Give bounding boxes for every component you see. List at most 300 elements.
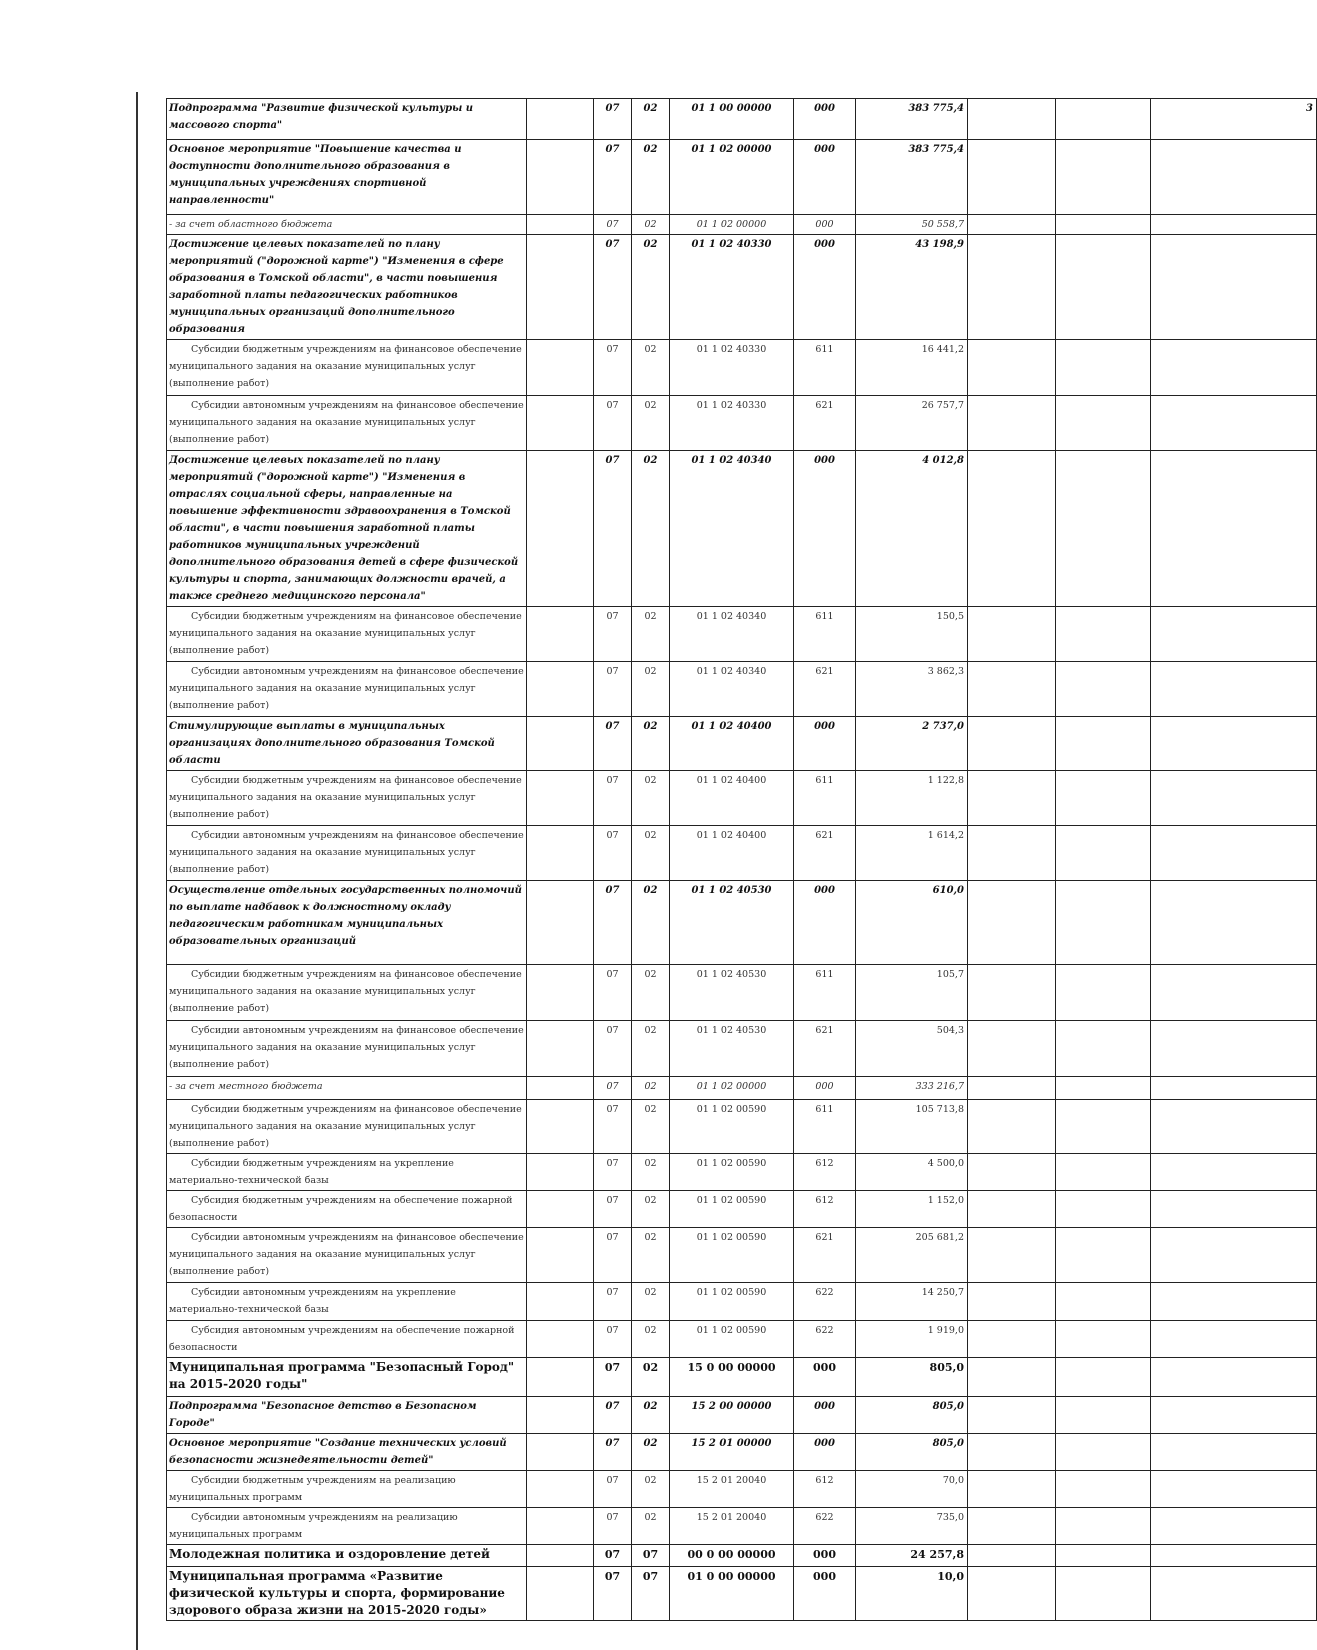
empty-cell (527, 1508, 594, 1545)
table-row (167, 1508, 1317, 1545)
row-amount: 504,3 (856, 1021, 968, 1077)
row-section: 07 (594, 881, 632, 965)
row-section: 07 (594, 1545, 632, 1567)
row-extra-2 (1056, 99, 1151, 140)
row-expense-type: 621 (794, 662, 856, 717)
row-amount: 610,0 (856, 881, 968, 965)
row-amount: 3 862,3 (856, 662, 968, 717)
row-section: 07 (594, 140, 632, 215)
row-subsection: 02 (632, 396, 670, 451)
row-extra-3 (1151, 771, 1317, 826)
empty-cell (527, 1100, 594, 1154)
row-subsection: 02 (632, 235, 670, 340)
table-row (167, 99, 1317, 140)
row-extra-1 (968, 235, 1056, 340)
row-extra-3 (1151, 717, 1317, 771)
row-section: 07 (594, 1077, 632, 1100)
row-expense-type: 622 (794, 1508, 856, 1545)
row-section: 07 (594, 1508, 632, 1545)
row-target-article: 01 1 02 40340 (670, 451, 794, 607)
row-expense-type: 000 (794, 140, 856, 215)
table-row (167, 1283, 1317, 1321)
row-amount: 43 198,9 (856, 235, 968, 340)
row-expense-type: 000 (794, 1397, 856, 1434)
table-row (167, 340, 1317, 396)
row-section: 07 (594, 1021, 632, 1077)
row-extra-3 (1151, 451, 1317, 607)
row-expense-type: 622 (794, 1321, 856, 1358)
row-subsection: 02 (632, 99, 670, 140)
row-target-article: 01 1 02 00000 (670, 1077, 794, 1100)
row-amount: 1 122,8 (856, 771, 968, 826)
row-expense-type: 000 (794, 451, 856, 607)
row-section: 07 (594, 451, 632, 607)
row-section: 07 (594, 1358, 632, 1397)
row-amount: 805,0 (856, 1434, 968, 1471)
row-target-article: 01 1 02 40400 (670, 826, 794, 881)
empty-cell (527, 451, 594, 607)
row-subsection: 02 (632, 1434, 670, 1471)
row-name: Основное мероприятие "Создание технических условий безопасности жизнедеятельности детей" (167, 1434, 527, 1471)
row-expense-type: 000 (794, 1358, 856, 1397)
row-extra-2 (1056, 1077, 1151, 1100)
row-target-article: 00 0 00 00000 (670, 1545, 794, 1567)
table-row (167, 235, 1317, 340)
row-expense-type: 621 (794, 826, 856, 881)
row-target-article: 01 1 02 00000 (670, 215, 794, 235)
row-name: - за счет областного бюджета (167, 215, 527, 235)
row-section: 07 (594, 826, 632, 881)
empty-cell (527, 1283, 594, 1321)
row-target-article: 01 1 02 40530 (670, 965, 794, 1021)
row-amount: 150,5 (856, 607, 968, 662)
row-name: Субсидии автономным учреждениям на укрепление материально-технической базы (167, 1283, 527, 1321)
row-subsection: 02 (632, 215, 670, 235)
row-amount: 105,7 (856, 965, 968, 1021)
row-section: 07 (594, 1397, 632, 1434)
row-name: Субсидии автономным учреждениям на финансовое обеспечение муниципального задания на оказание муниципальных услуг (выполнение работ) (167, 1228, 527, 1283)
row-target-article: 01 1 02 00590 (670, 1321, 794, 1358)
row-section: 07 (594, 1100, 632, 1154)
table-row (167, 1545, 1317, 1567)
table-row (167, 607, 1317, 662)
row-extra-1 (968, 1567, 1056, 1621)
empty-cell (527, 662, 594, 717)
table-row (167, 215, 1317, 235)
row-amount: 735,0 (856, 1508, 968, 1545)
empty-cell (527, 140, 594, 215)
row-name: Субсидия автономным учреждениям на обеспечение пожарной безопасности (167, 1321, 527, 1358)
row-extra-2 (1056, 1545, 1151, 1567)
row-subsection: 02 (632, 1228, 670, 1283)
row-section: 07 (594, 1471, 632, 1508)
row-name: Достижение целевых показателей по плану мероприятий ("дорожной карте") "Изменения в отраслях социальной сферы, направленные на повышение эффективности здравоохранения в Томской области", в части повышения заработной платы работников муниципальных учреждений дополнительного образования детей в сфере физической культуры и спорта, занимающих должности врачей, а также среднего медицинского персонала" (167, 451, 527, 607)
row-extra-2 (1056, 1154, 1151, 1191)
empty-cell (527, 1397, 594, 1434)
row-extra-3 (1151, 215, 1317, 235)
table-row (167, 826, 1317, 881)
row-expense-type: 611 (794, 965, 856, 1021)
row-extra-3 (1151, 235, 1317, 340)
row-amount: 70,0 (856, 1471, 968, 1508)
row-target-article: 01 1 02 40530 (670, 1021, 794, 1077)
row-target-article: 15 0 00 00000 (670, 1358, 794, 1397)
row-extra-3 (1151, 1321, 1317, 1358)
row-section: 07 (594, 235, 632, 340)
table-row (167, 1154, 1317, 1191)
row-target-article: 15 2 01 20040 (670, 1508, 794, 1545)
row-target-article: 15 2 01 20040 (670, 1471, 794, 1508)
row-expense-type: 611 (794, 340, 856, 396)
row-expense-type: 000 (794, 717, 856, 771)
left-margin-rule (136, 92, 138, 1650)
row-subsection: 07 (632, 1567, 670, 1621)
row-name: Подпрограмма "Развитие физической культуры и массового спорта" (167, 99, 527, 140)
row-subsection: 02 (632, 826, 670, 881)
row-extra-2 (1056, 965, 1151, 1021)
row-extra-1 (968, 965, 1056, 1021)
row-extra-1 (968, 1228, 1056, 1283)
row-name: Муниципальная программа «Развитие физической культуры и спорта, формирование здорового образа жизни на 2015-2020 годы» (167, 1567, 527, 1621)
row-amount: 1 614,2 (856, 826, 968, 881)
empty-cell (527, 717, 594, 771)
row-target-article: 01 1 02 40340 (670, 607, 794, 662)
row-extra-1 (968, 717, 1056, 771)
row-expense-type: 000 (794, 1077, 856, 1100)
row-extra-2 (1056, 607, 1151, 662)
table-row (167, 717, 1317, 771)
row-target-article: 01 1 02 40400 (670, 717, 794, 771)
empty-cell (527, 1228, 594, 1283)
row-section: 07 (594, 1567, 632, 1621)
row-name: Субсидии бюджетным учреждениям на финансовое обеспечение муниципального задания на оказание муниципальных услуг (выполнение работ) (167, 771, 527, 826)
row-amount: 333 216,7 (856, 1077, 968, 1100)
row-amount: 4 012,8 (856, 451, 968, 607)
row-extra-1 (968, 607, 1056, 662)
row-amount: 26 757,7 (856, 396, 968, 451)
row-name: Субсидии бюджетным учреждениям на финансовое обеспечение муниципального задания на оказание муниципальных услуг (выполнение работ) (167, 1100, 527, 1154)
row-extra-1 (968, 215, 1056, 235)
table-row (167, 1228, 1317, 1283)
row-section: 07 (594, 607, 632, 662)
row-extra-2 (1056, 396, 1151, 451)
row-extra-3 (1151, 1358, 1317, 1397)
empty-cell (527, 607, 594, 662)
row-extra-3 (1151, 662, 1317, 717)
row-section: 07 (594, 662, 632, 717)
row-section: 07 (594, 1228, 632, 1283)
row-extra-1 (968, 1508, 1056, 1545)
row-extra-3 (1151, 965, 1317, 1021)
row-extra-3 (1151, 607, 1317, 662)
row-section: 07 (594, 717, 632, 771)
row-extra-3 (1151, 1191, 1317, 1228)
row-extra-3 (1151, 1397, 1317, 1434)
row-extra-3 (1151, 1228, 1317, 1283)
budget-table (166, 98, 1317, 1621)
row-extra-1 (968, 1283, 1056, 1321)
row-extra-1 (968, 662, 1056, 717)
row-extra-1 (968, 1191, 1056, 1228)
row-extra-3 (1151, 1154, 1317, 1191)
row-name: - за счет местного бюджета (167, 1077, 527, 1100)
row-amount: 805,0 (856, 1358, 968, 1397)
row-subsection: 02 (632, 881, 670, 965)
row-amount: 1 919,0 (856, 1321, 968, 1358)
row-subsection: 02 (632, 1283, 670, 1321)
row-target-article: 01 1 02 00590 (670, 1154, 794, 1191)
row-expense-type: 621 (794, 1228, 856, 1283)
empty-cell (527, 881, 594, 965)
row-target-article: 01 1 02 40340 (670, 662, 794, 717)
row-extra-2 (1056, 881, 1151, 965)
row-extra-2 (1056, 1358, 1151, 1397)
row-expense-type: 000 (794, 1545, 856, 1567)
row-section: 07 (594, 396, 632, 451)
row-extra-1 (968, 1154, 1056, 1191)
row-extra-1 (968, 1397, 1056, 1434)
table-row (167, 1077, 1317, 1100)
table-row (167, 1471, 1317, 1508)
row-subsection: 02 (632, 1471, 670, 1508)
row-section: 07 (594, 215, 632, 235)
empty-cell (527, 1567, 594, 1621)
table-row (167, 965, 1317, 1021)
row-amount: 14 250,7 (856, 1283, 968, 1321)
table-row (167, 1397, 1317, 1434)
row-subsection: 07 (632, 1545, 670, 1567)
row-extra-3 (1151, 140, 1317, 215)
row-name: Субсидии бюджетным учреждениям на реализацию муниципальных программ (167, 1471, 527, 1508)
empty-cell (527, 1471, 594, 1508)
row-name: Стимулирующие выплаты в муниципальных организациях дополнительного образования Томской области (167, 717, 527, 771)
row-target-article: 01 1 02 40330 (670, 340, 794, 396)
row-name: Муниципальная программа "Безопасный Город" на 2015-2020 годы" (167, 1358, 527, 1397)
row-extra-2 (1056, 826, 1151, 881)
row-extra-3 (1151, 1077, 1317, 1100)
row-extra-1 (968, 340, 1056, 396)
row-expense-type: 000 (794, 881, 856, 965)
empty-cell (527, 215, 594, 235)
row-expense-type: 000 (794, 1434, 856, 1471)
row-extra-2 (1056, 1397, 1151, 1434)
row-subsection: 02 (632, 140, 670, 215)
row-extra-1 (968, 99, 1056, 140)
row-subsection: 02 (632, 1191, 670, 1228)
row-extra-1 (968, 451, 1056, 607)
row-name: Субсидии бюджетным учреждениям на финансовое обеспечение муниципального задания на оказание муниципальных услуг (выполнение работ) (167, 340, 527, 396)
row-extra-2 (1056, 215, 1151, 235)
row-target-article: 01 1 02 00590 (670, 1228, 794, 1283)
row-name: Субсидии автономным учреждениям на финансовое обеспечение муниципального задания на оказание муниципальных услуг (выполнение работ) (167, 662, 527, 717)
table-row (167, 1021, 1317, 1077)
row-name: Субсидии автономным учреждениям на финансовое обеспечение муниципального задания на оказание муниципальных услуг (выполнение работ) (167, 1021, 527, 1077)
row-name: Субсидии бюджетным учреждениям на укрепление материально-технической базы (167, 1154, 527, 1191)
row-amount: 24 257,8 (856, 1545, 968, 1567)
row-section: 07 (594, 1283, 632, 1321)
row-extra-1 (968, 826, 1056, 881)
table-row (167, 1434, 1317, 1471)
empty-cell (527, 1545, 594, 1567)
table-row (167, 771, 1317, 826)
row-extra-1 (968, 1100, 1056, 1154)
row-section: 07 (594, 99, 632, 140)
empty-cell (527, 99, 594, 140)
row-extra-3 (1151, 340, 1317, 396)
row-extra-2 (1056, 1283, 1151, 1321)
row-expense-type: 621 (794, 396, 856, 451)
row-extra-3 (1151, 881, 1317, 965)
row-extra-3 (1151, 1434, 1317, 1471)
row-subsection: 02 (632, 1508, 670, 1545)
row-extra-1 (968, 1358, 1056, 1397)
row-subsection: 02 (632, 717, 670, 771)
table-row (167, 1321, 1317, 1358)
row-extra-2 (1056, 1471, 1151, 1508)
row-extra-2 (1056, 1567, 1151, 1621)
row-subsection: 02 (632, 771, 670, 826)
row-amount: 4 500,0 (856, 1154, 968, 1191)
row-extra-2 (1056, 662, 1151, 717)
row-extra-2 (1056, 1228, 1151, 1283)
row-subsection: 02 (632, 1021, 670, 1077)
row-section: 07 (594, 1191, 632, 1228)
row-expense-type: 612 (794, 1191, 856, 1228)
empty-cell (527, 235, 594, 340)
row-target-article: 15 2 01 00000 (670, 1434, 794, 1471)
row-expense-type: 000 (794, 1567, 856, 1621)
row-target-article: 15 2 00 00000 (670, 1397, 794, 1434)
row-extra-3 (1151, 1100, 1317, 1154)
row-target-article: 01 1 02 40400 (670, 771, 794, 826)
row-subsection: 02 (632, 1321, 670, 1358)
row-extra-2 (1056, 1434, 1151, 1471)
row-section: 07 (594, 340, 632, 396)
row-expense-type: 621 (794, 1021, 856, 1077)
empty-cell (527, 396, 594, 451)
row-target-article: 01 1 02 00590 (670, 1100, 794, 1154)
row-section: 07 (594, 1321, 632, 1358)
table-row (167, 662, 1317, 717)
row-subsection: 02 (632, 451, 670, 607)
row-extra-2 (1056, 1021, 1151, 1077)
empty-cell (527, 965, 594, 1021)
row-extra-2 (1056, 340, 1151, 396)
row-name: Субсидии автономным учреждениям на финансовое обеспечение муниципального задания на оказание муниципальных услуг (выполнение работ) (167, 826, 527, 881)
empty-cell (527, 1077, 594, 1100)
row-target-article: 01 1 02 00590 (670, 1191, 794, 1228)
row-extra-3 (1151, 396, 1317, 451)
table-row (167, 1191, 1317, 1228)
row-extra-3 (1151, 1471, 1317, 1508)
table-row (167, 1100, 1317, 1154)
row-amount: 2 737,0 (856, 717, 968, 771)
row-target-article: 01 1 02 00000 (670, 140, 794, 215)
row-expense-type: 000 (794, 99, 856, 140)
table-row (167, 451, 1317, 607)
row-extra-2 (1056, 451, 1151, 607)
row-name: Субсидии бюджетным учреждениям на финансовое обеспечение муниципального задания на оказание муниципальных услуг (выполнение работ) (167, 607, 527, 662)
row-extra-3 (1151, 826, 1317, 881)
row-extra-2 (1056, 235, 1151, 340)
row-name: Осуществление отдельных государственных полномочий по выплате надбавок к должностному окладу педагогическим работникам муниципальных образовательных организаций (167, 881, 527, 965)
row-amount: 16 441,2 (856, 340, 968, 396)
row-extra-2 (1056, 771, 1151, 826)
table-row (167, 140, 1317, 215)
row-target-article: 01 1 00 00000 (670, 99, 794, 140)
row-amount: 50 558,7 (856, 215, 968, 235)
empty-cell (527, 826, 594, 881)
row-extra-1 (968, 881, 1056, 965)
row-expense-type: 611 (794, 1100, 856, 1154)
row-amount: 383 775,4 (856, 99, 968, 140)
row-section: 07 (594, 965, 632, 1021)
row-target-article: 01 1 02 40330 (670, 396, 794, 451)
row-subsection: 02 (632, 1100, 670, 1154)
row-section: 07 (594, 1434, 632, 1471)
row-extra-1 (968, 771, 1056, 826)
empty-cell (527, 1021, 594, 1077)
row-extra-1 (968, 1471, 1056, 1508)
row-expense-type: 611 (794, 771, 856, 826)
row-extra-2 (1056, 1100, 1151, 1154)
row-expense-type: 000 (794, 235, 856, 340)
row-expense-type: 611 (794, 607, 856, 662)
row-subsection: 02 (632, 662, 670, 717)
row-extra-2 (1056, 140, 1151, 215)
table-row (167, 396, 1317, 451)
row-extra-3 (1151, 1567, 1317, 1621)
row-extra-1 (968, 1434, 1056, 1471)
row-extra-3: 3 (1151, 99, 1317, 140)
row-subsection: 02 (632, 340, 670, 396)
row-subsection: 02 (632, 965, 670, 1021)
row-amount: 1 152,0 (856, 1191, 968, 1228)
row-section: 07 (594, 1154, 632, 1191)
row-section: 07 (594, 771, 632, 826)
row-expense-type: 612 (794, 1471, 856, 1508)
row-extra-3 (1151, 1283, 1317, 1321)
row-name: Субсидии бюджетным учреждениям на финансовое обеспечение муниципального задания на оказание муниципальных услуг (выполнение работ) (167, 965, 527, 1021)
row-subsection: 02 (632, 1154, 670, 1191)
row-amount: 105 713,8 (856, 1100, 968, 1154)
row-target-article: 01 1 02 40330 (670, 235, 794, 340)
empty-cell (527, 1154, 594, 1191)
row-extra-2 (1056, 1321, 1151, 1358)
table-row (167, 881, 1317, 965)
row-extra-1 (968, 396, 1056, 451)
row-name: Субсидия бюджетным учреждениям на обеспечение пожарной безопасности (167, 1191, 527, 1228)
row-expense-type: 000 (794, 215, 856, 235)
row-target-article: 01 0 00 00000 (670, 1567, 794, 1621)
row-expense-type: 612 (794, 1154, 856, 1191)
row-expense-type: 622 (794, 1283, 856, 1321)
empty-cell (527, 1434, 594, 1471)
row-extra-3 (1151, 1508, 1317, 1545)
row-extra-1 (968, 1021, 1056, 1077)
row-name: Субсидии автономным учреждениям на реализацию муниципальных программ (167, 1508, 527, 1545)
row-target-article: 01 1 02 00590 (670, 1283, 794, 1321)
row-subsection: 02 (632, 1077, 670, 1100)
row-extra-2 (1056, 1191, 1151, 1228)
empty-cell (527, 1358, 594, 1397)
table-row (167, 1567, 1317, 1621)
row-name: Основное мероприятие "Повышение качества и доступности дополнительного образования в муниципальных учреждениях спортивной направленности" (167, 140, 527, 215)
empty-cell (527, 1321, 594, 1358)
row-name: Достижение целевых показателей по плану мероприятий ("дорожной карте") "Изменения в сфере образования в Томской области", в части повышения заработной платы педагогических работников муниципальных организаций дополнительного образования (167, 235, 527, 340)
row-amount: 805,0 (856, 1397, 968, 1434)
row-amount: 10,0 (856, 1567, 968, 1621)
